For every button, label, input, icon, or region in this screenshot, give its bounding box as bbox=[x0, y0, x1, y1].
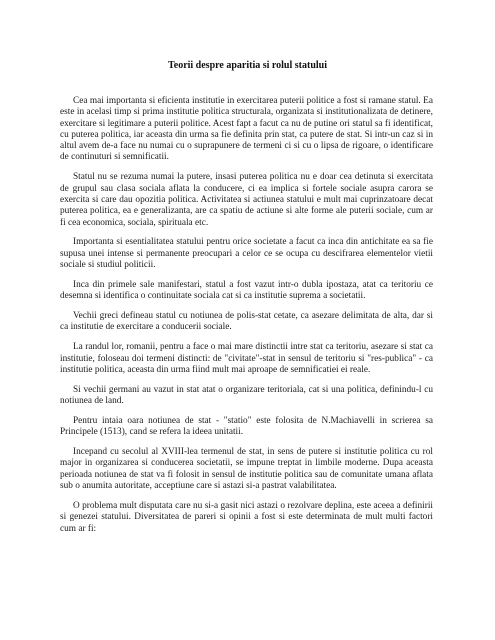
document-body bbox=[60, 96, 433, 543]
paragraph: Vechii greci defineau statul cu notiunea de polis-stat cetate, ca asezare delimitata de alta, dar si ca institutie de exercitare a conducerii sociale. bbox=[60, 311, 433, 333]
paragraph: Cea mai importanta si eficienta institutie in exercitarea puterii politice a fost si ramane statul. Ea este in acelasi timp si prima institutie politica structurala, organizata si institutionalizata de detinere, exercitare si legitimare a puterii politice. Acest fapt a facut ca nu de putine ori statul sa fi identificat, cu puterea politica, iar aceasta din urma sa fie definita prin stat, ca putere de stat. Si intr-un caz si in altul avem de-a face nu numai cu o suprapunere de termeni ci si cu o lipsa de rigoare, o identificare de continuturi si semnificatii. bbox=[60, 96, 433, 163]
paragraph: La randul lor, romanii, pentru a face o mai mare distinctii intre stat ca teritoriu, asezare si stat ca institutie, foloseau doi termeni distincti: de "civitate"-stat in sensul de teritoriu si "res-publica" - ca institutie politica, aceasta din urma fiind mult mai aproape de semnificatiei ei reale. bbox=[60, 342, 433, 375]
paragraph: Importanta si esentialitatea statului pentru orice societate a facut ca inca din antichitate ea sa fie supusa unei intense si permanente preocupari a celor ce se ocupa cu descifrarea elementelor vietii sociale si studiul politicii. bbox=[60, 237, 433, 271]
paragraph: O problema mult disputata care nu si-a gasit nici astazi o rezolvare deplina, este aceea a definirii si genezei statului. Diversitatea de pareri si opinii a fost si este determinata de mult multi factori cum ar fi: bbox=[60, 500, 433, 534]
paragraph: Incepand cu secolul al XVIII-lea termenul de stat, in sens de putere si institutie politica cu rol major in organizarea si conducerea societatii, se impune treptat in limbile moderne. Dupa aceasta perioada notiunea de stat va fi folosit in sensul de institutie politica sau de comunitate umana aflata sub o anumita autoritate, acceptiune care si astazi si-a pastrat valabilitatea. bbox=[60, 447, 433, 492]
paragraph: Statul nu se rezuma numai la putere, insasi puterea politica nu e doar cea detinuta si exercitata de grupul sau clasa sociala aflata la conducere, ci ea implica si fortele sociale asupra carora se exercita si care dau opozitia politica. Activitatea si actiunea statului e mult mai cuprinzatoare decat puterea politica, ea e generalizanta, are ca spatiu de actiune si alte forme ale puterii sociale, cum ar fi cea economica, sociala, spirituala etc. bbox=[60, 172, 433, 228]
paragraph: Inca din primele sale manifestari, statul a fost vazut intr-o dubla ipostaza, atat ca teritoriu ce desemna si identifica o continuitate sociala cat si ca institutie suprema a societatii. bbox=[60, 279, 433, 302]
paragraph: Si vechii germani au vazut in stat atat o organizare teritoriala, cat si una politica, definindu-l cu notiunea de land. bbox=[60, 384, 433, 407]
document-title: Teorii despre aparitia si rolul statului bbox=[168, 60, 327, 71]
paragraph: Pentru intaia oara notiunea de stat - "statio" este folosita de N.Machiavelli in scrierea sa Principele (1513), cand se refera la ideea unitatii. bbox=[60, 415, 433, 438]
